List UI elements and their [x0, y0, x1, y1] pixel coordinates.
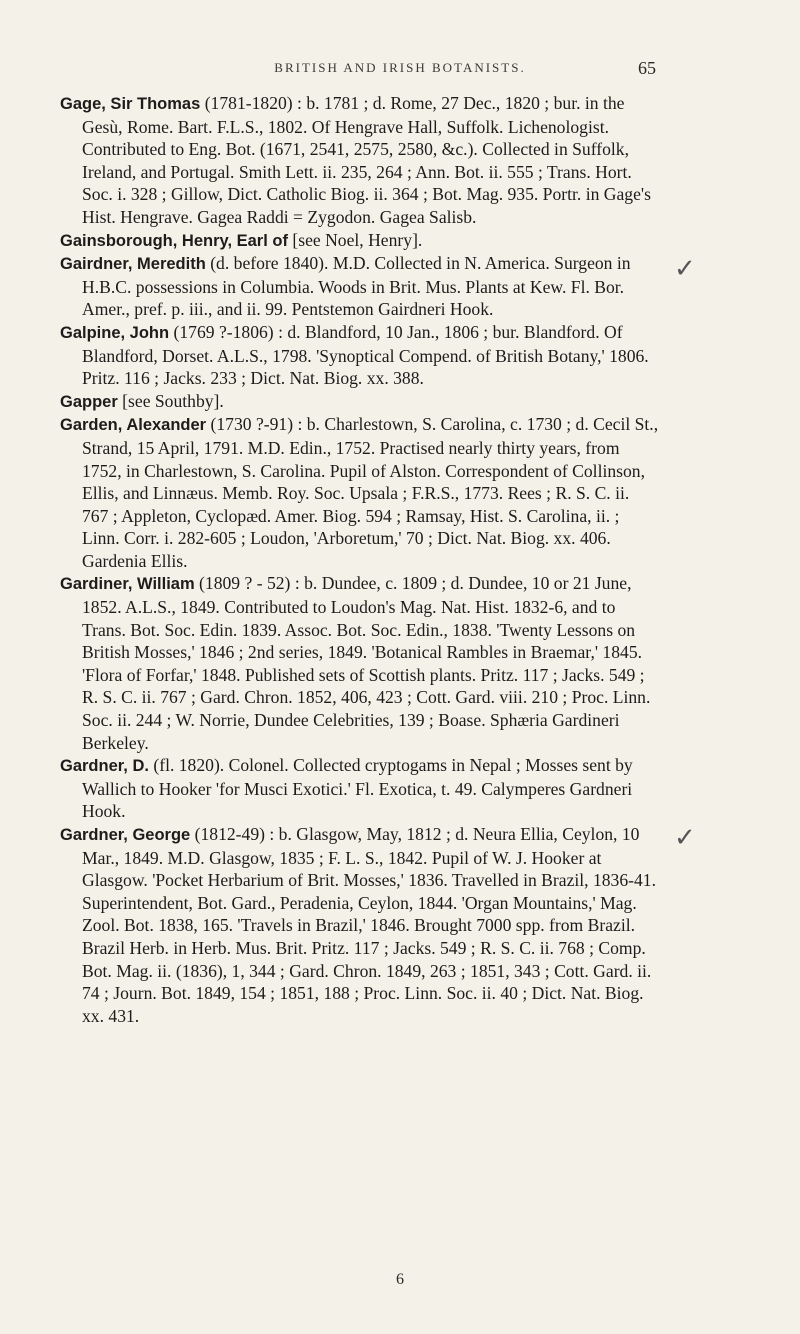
running-title: BRITISH AND IRISH BOTANISTS. — [274, 60, 526, 75]
entry-headword: Gapper — [60, 392, 118, 411]
entry-headword: Gairdner, Meredith — [60, 255, 206, 274]
entry-gardiner — [60, 572, 660, 754]
entry-text: (1809 ? - 52) : b. Dundee, c. 1809 ; d. Dundee, 10 or 21 June, 1852. A.L.S., 1849. Contributed to Loudon's Mag. Nat. Hist. 1832-6, and to Trans. Bot. Soc. Edin. 1839. Assoc. Bot. Soc. Edin., 1838. 'Twenty Lessons on British Mosses,' 1846 ; 2nd series, 1849. 'Botanical Rambles in Braemar,' 1845. 'Flora of Forfar,' 1848. Published sets of Scottish plants. Pritz. 117 ; Jacks. 549 ; R. S. C. ii. 767 ; Gard. Chron. 1852, 406, 423 ; Cott. Gard. viii. 210 ; Proc. Linn. Soc. ii. 244 ; W. Norrie, Dundee Celebrities, 139 ; Boase. Sphæria Gardineri Berkeley. — [82, 573, 651, 753]
entry-text: (1730 ?-91) : b. Charlestown, S. Carolina, c. 1730 ; d. Cecil St., Strand, 15 April, 1791. M.D. Edin., 1752. Practised nearly thirty years, from 1752, in Charlestown, S. Carolina. Pupil of Alston. Correspondent of Collinson, Ellis, and Linnæus. Memb. Roy. Soc. Upsala ; F.R.S., 1773. Rees ; R. S. C. ii. 767 ; Appleton, Cyclopæd. Amer. Biog. 594 ; Ramsay, Hist. S. Carolina, ii. ; Linn. Corr. i. 282-605 ; Loudon, 'Arboretum,' 70 ; Dict. Nat. Biog. xx. 406. Gardenia Ellis. — [82, 414, 659, 571]
entry-galpine — [60, 321, 660, 390]
entry-headword: Gardner, George — [60, 826, 191, 844]
checkmark-icon: ✓ — [674, 823, 696, 853]
entry-garden — [60, 413, 660, 572]
entry-text: (d. before 1840). M.D. Collected in N. America. Surgeon in H.B.C. possessions in Columbia. Woods in Brit. Mus. Plants at Kew. Fl. Bor. Amer., pref. p. iii., and ii. 99. Pentstemon Gairdneri Hook. — [82, 253, 631, 320]
entry-headword: Gainsborough, Henry, Earl of — [60, 231, 288, 250]
entry-gardner-d — [60, 754, 660, 823]
running-head — [0, 60, 800, 84]
entry-text: (1812-49) : b. Glasgow, May, 1812 ; d. Neura Ellia, Ceylon, 10 Mar., 1849. M.D. Glasgow, 1835 ; F. L. S., 1842. Pupil of W. J. Hooker at Glasgow. 'Pocket Herbarium of Brit. Mosses,' 1836. Travelled in Brazil, 1836-41. Superintendent, Bot. Gard., Peradenia, Ceylon, 1844. 'Organ Mountains,' Mag. Zool. Bot. 1838, 165. 'Travels in Brazil,' 1846. Brought 7000 spp. from Brazil. Brazil Herb. in Herb. Mus. Brit. Pritz. 117 ; Jacks. 549 ; R. S. C. ii. 768 ; Comp. Bot. Mag. ii. (1836), 1, 344 ; Gard. Chron. 1849, 263 ; 1851, 343 ; Cott. Gard. ii. 74 ; Journ. Bot. 1849, 154 ; 1851, 188 ; Proc. Linn. Soc. ii. 40 ; Dict. Nat. Biog. xx. 431. — [82, 824, 656, 1026]
entry-gainsborough — [60, 229, 660, 253]
entry-gardner-george — [60, 823, 696, 1027]
entry-text: (1781-1820) : b. 1781 ; d. Rome, 27 Dec., 1820 ; bur. in the Gesù, Rome. Bart. F.L.S., 1802. Of Hengrave Hall, Suffolk. Lichenologist. Contributed to Eng. Bot. (1671, 2541, 2575, 2580, &c.). Collected in Suffolk, Ireland, and Portugal. Smith Lett. ii. 235, 264 ; Ann. Bot. ii. 555 ; Trans. Hort. Soc. i. 328 ; Gillow, Dict. Catholic Biog. ii. 364 ; Bot. Mag. 935. Portr. in Gage's Hist. Hengrave. Gagea Raddi = Zygodon. Gagea Salisb. — [82, 93, 651, 227]
entry-headword: Gardner, D. — [60, 757, 149, 776]
checkmark-icon: ✓ — [674, 254, 696, 285]
page-number: 65 — [638, 58, 656, 78]
entry-text: (fl. 1820). Colonel. Collected cryptogams in Nepal ; Mosses sent by Wallich to Hooker 'for Musci Exotici.' Fl. Exotica, t. 49. Calymperes Gardneri Hook. — [82, 755, 633, 822]
entry-gage — [60, 92, 660, 229]
entries-column — [60, 92, 696, 1027]
entry-gapper — [60, 390, 660, 414]
signature-mark: 6 — [396, 1271, 404, 1288]
entry-gairdner — [60, 252, 696, 321]
entry-text: [see Southby]. — [117, 390, 224, 411]
entry-headword: Gardiner, William — [60, 575, 195, 594]
entry-text: [see Noel, Henry]. — [287, 229, 423, 250]
entry-headword: Garden, Alexander — [60, 416, 207, 435]
entry-headword: Gage, Sir Thomas — [60, 95, 201, 113]
entry-text: (1769 ?-1806) : d. Blandford, 10 Jan., 1806 ; bur. Blandford. Of Blandford, Dorset. A.L.S., 1798. 'Synoptical Compend. of British Botany,' 1806. Pritz. 116 ; Jacks. 233 ; Dict. Nat. Biog. xx. 388. — [82, 321, 649, 389]
entry-headword: Galpine, John — [60, 323, 170, 342]
